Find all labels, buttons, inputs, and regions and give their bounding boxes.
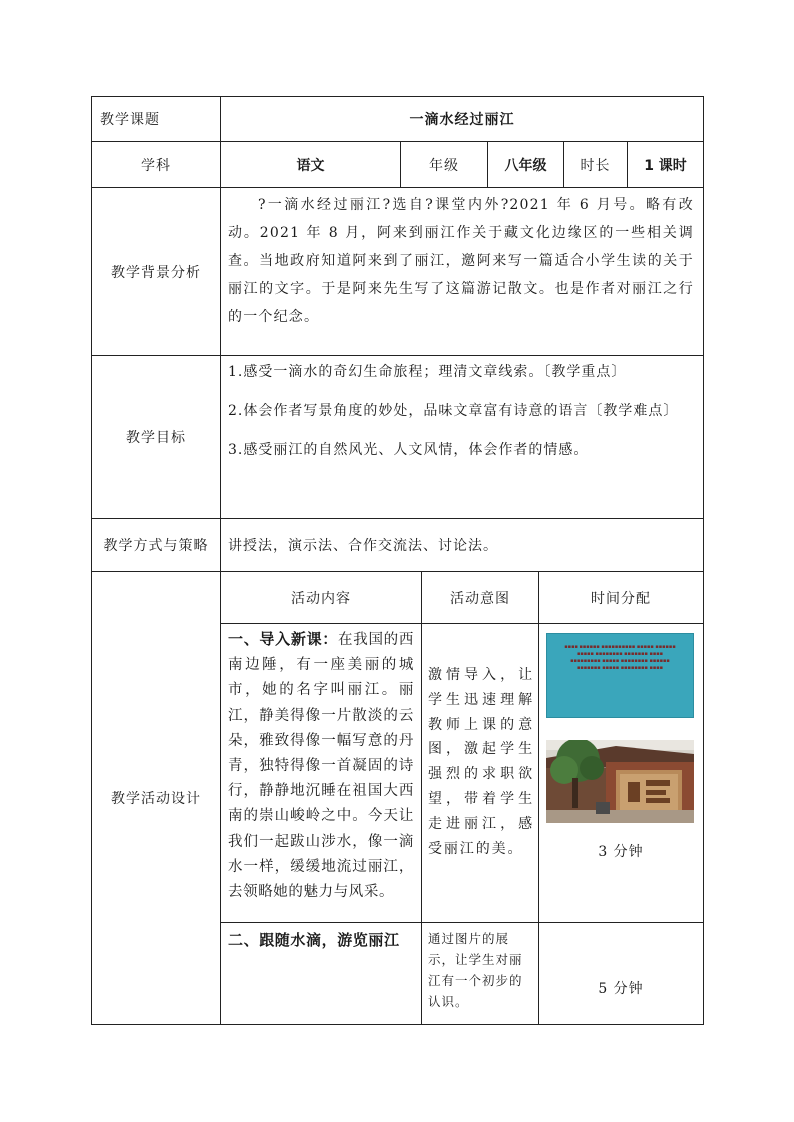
activity-2-title: 二、跟随水滴，游览丽江 xyxy=(228,931,400,949)
activity-1-content: 一、导入新课：在我国的西南边陲，有一座美丽的城市，她的名字叫丽江。丽江，静美得像一片散淡的云朵，雅致得像一幅写意的丹青，独特得像一首凝固的诗行，静静地沉睡在祖国大西南的崇山峻岭之中。今天让我们一起跋山涉水，像一滴水一样，缓缓地流过丽江，去领略她的魅力与风采。 xyxy=(228,630,415,901)
header-activity-intent: 活动意图 xyxy=(450,590,510,607)
objectives-label: 教学目标 xyxy=(126,430,186,446)
objective-item: 3.感受丽江的自然风光、人文风情，体会作者的情感。 xyxy=(228,442,589,458)
activity-2-intent: 通过图片的展示，让学生对丽江有一个初步的认识。 xyxy=(428,931,523,1009)
activity-1-intent: 激情导入，让学生迅速理解教师上课的意图，激起学生强烈的求职欲望，带着学生走进丽江，感受丽江的美。 xyxy=(428,667,534,857)
activity-1-time: 3 分钟 xyxy=(598,844,644,860)
grade-label: 年级 xyxy=(429,157,459,174)
duration-label: 时长 xyxy=(580,157,611,174)
slide-image: ▪▪▪▪ ▪▪▪▪▪▪ ▪▪▪▪▪▪▪▪▪▪ ▪▪▪▪▪ ▪▪▪▪▪▪ ▪▪▪▪▪ ▪▪▪▪▪▪▪▪ ▪▪▪▪▪▪▪ ▪▪▪▪ ▪▪▪▪▪▪▪▪▪ ▪▪▪▪▪ ▪▪▪▪▪▪▪▪ ▪▪▪▪▪▪ ▪▪▪▪▪▪▪ ▪▪▪▪▪ ▪▪▪▪▪▪▪▪ ▪▪▪▪ xyxy=(546,633,694,718)
subject-value: 语文 xyxy=(296,157,325,174)
activity-2-content xyxy=(228,928,414,958)
objectives-list xyxy=(228,359,686,515)
methods-value: 讲授法，演示法、合作交流法、讨论法。 xyxy=(228,538,498,554)
background-label: 教学背景分析 xyxy=(111,264,201,281)
objective-item: 2.体会作者写景角度的妙处，品味文章富有诗意的语言〔教学难点〕 xyxy=(228,403,679,419)
methods-label: 教学方式与策略 xyxy=(103,538,209,554)
activity-2-time: 5 分钟 xyxy=(598,981,644,997)
lijiang-photo xyxy=(546,740,694,823)
grade-value: 八年级 xyxy=(504,157,547,174)
duration-value: 1 课时 xyxy=(644,157,687,174)
topic-label: 教学课题 xyxy=(100,112,160,128)
subject-label: 学科 xyxy=(141,157,171,174)
lesson-title: 一滴水经过丽江 xyxy=(409,112,515,128)
activity-1-title: 一、导入新课： xyxy=(228,630,339,648)
background-text: ?一滴水经过丽江?选自?课堂内外?2021 年 6 月号。略有改动。2021 年 8 月，阿来到丽江作关于藏文化边缘区的一些相关调查。当地政府知道阿来到了丽江，邀阿来写一篇适合小学生读的关于丽江的文字。于是阿来先生写了这篇游记散文。也是作者对丽江之行的一个纪念。 xyxy=(228,197,694,325)
header-activity-content: 活动内容 xyxy=(291,590,351,607)
activity-design-label: 教学活动设计 xyxy=(111,791,201,807)
objective-item: 1.感受一滴水的奇幻生命旅程；理清文章线索。〔教学重点〕 xyxy=(228,364,627,380)
header-time-allocation: 时间分配 xyxy=(591,590,651,607)
